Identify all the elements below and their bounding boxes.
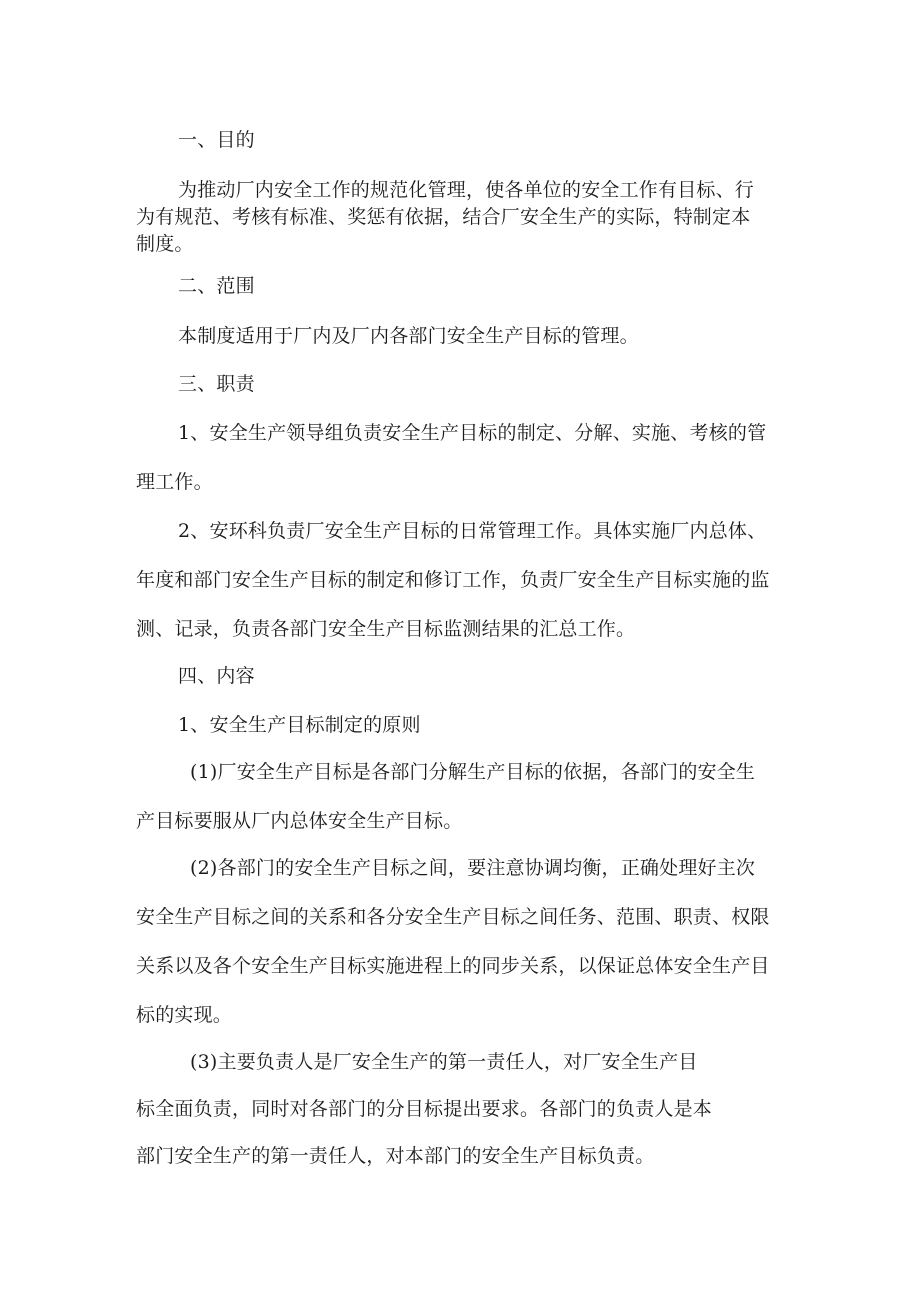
heading-purpose: 一、目的: [178, 129, 255, 151]
heading-content: 四、内容: [178, 665, 255, 687]
paragraph-line: 年度和部门安全生产目标的制定和修订工作，负责厂安全生产目标实施的监: [136, 569, 770, 591]
paragraph-line: 标的实现。: [136, 1004, 233, 1026]
paragraph-line: 本制度适用于厂内及厂内各部门安全生产目标的管理。: [178, 325, 639, 347]
paragraph-line: (2)各部门的安全生产目标之间，要注意协调均衡，正确处理好主次: [190, 857, 756, 879]
paragraph-line: 安全生产目标之间的关系和各分安全生产目标之间任务、范围、职责、权限: [136, 906, 770, 928]
paragraph-line: 部门安全生产的第一责任人，对本部门的安全生产目标负责。: [136, 1145, 655, 1167]
paragraph-line: 2、安环科负责厂安全生产目标的日常管理工作。具体实施厂内总体、: [178, 520, 767, 542]
heading-responsibilities: 三、职责: [178, 373, 255, 395]
paragraph-line: (1)厂安全生产目标是各部门分解生产目标的依据，各部门的安全生: [190, 761, 756, 783]
paragraph-line: 产目标要服从厂内总体安全生产目标。: [136, 810, 463, 832]
paragraph-line: 测、记录，负责各部门安全生产目标监测结果的汇总工作。: [136, 618, 636, 640]
paragraph-line: 1、安全生产领导组负责安全生产目标的制定、分解、实施、考核的管: [178, 422, 767, 444]
paragraph-line: 为有规范、考核有标准、奖惩有依据，结合厂安全生产的实际，特制定本: [136, 206, 751, 228]
heading-scope: 二、范围: [178, 275, 255, 297]
paragraph-line: (3)主要负责人是厂安全生产的第一责任人，对厂安全生产目: [190, 1051, 698, 1073]
subheading-principles: 1、安全生产目标制定的原则: [178, 714, 421, 736]
paragraph-line: 为推动厂内安全工作的规范化管理，使各单位的安全工作有目标、行: [178, 179, 755, 201]
paragraph-line: 制度。: [136, 233, 194, 255]
paragraph-line: 标全面负责，同时对各部门的分目标提出要求。各部门的负责人是本: [136, 1098, 713, 1120]
paragraph-line: 关系以及各个安全生产目标实施进程上的同步关系，以保证总体安全生产目: [136, 955, 770, 977]
paragraph-line: 理工作。: [136, 471, 213, 493]
